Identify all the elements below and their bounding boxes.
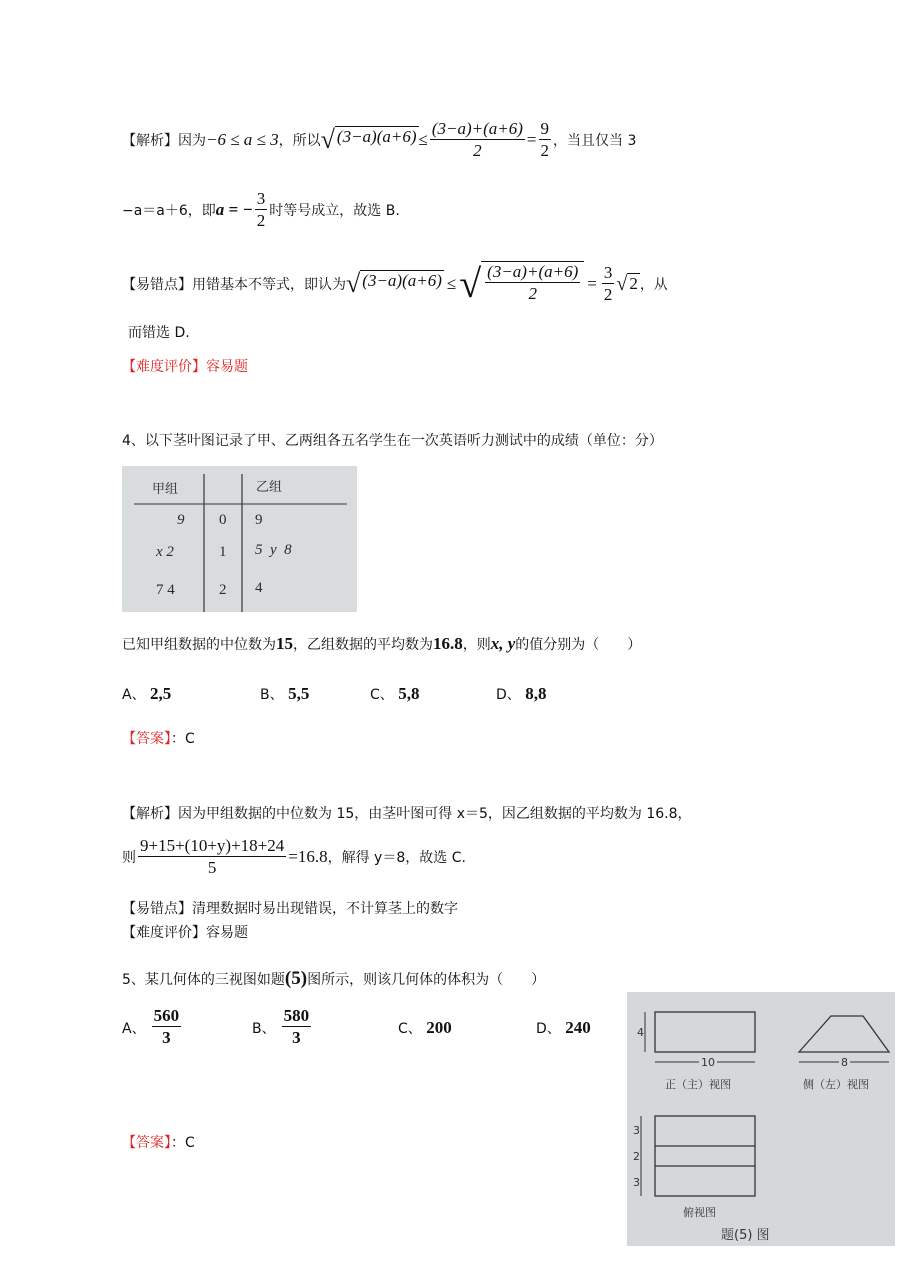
row1-right: 9 bbox=[255, 512, 263, 528]
solution-tag: 【解析】 bbox=[122, 133, 178, 149]
q4-difficulty: 【难度评价】容易题 bbox=[122, 925, 248, 941]
q5-answer: 【答案】：C bbox=[122, 1135, 195, 1151]
header-left: 甲组 bbox=[152, 482, 179, 497]
q3-error-line1: 【易错点】 用错基本不等式，即认为 √ (3−a)(a+6) ≤ √ $\frac{(3-a)+(a+6)}{2}$ = $\frac{3}{2}$ √ 2 ，从 bbox=[122, 261, 668, 306]
top-dim-1: 3 bbox=[633, 1124, 640, 1137]
side-label: 侧（左）视图 bbox=[803, 1078, 869, 1091]
q5-option-b[interactable]: B、 $\frac{580}{3}$ bbox=[252, 1006, 310, 1047]
q4-solution-line2: 则 $\frac{9+15+(10+y)+18+24}{5}$ =16.8 ，解得 y＝8，故选 C. bbox=[122, 835, 466, 877]
q4-condition: 已知甲组数据的中位数为 15 ，乙组数据的平均数为 16.8 ，则 x, y 的值分别为（ ） bbox=[122, 634, 642, 653]
q5-stem: 5、某几何体的三视图如题 (5) 图所示，则该几何体的体积为（ ） bbox=[122, 968, 546, 989]
q4-option-c[interactable]: C、 5,8 bbox=[370, 684, 420, 703]
sqrt-expression: √ (3−a)(a+6) bbox=[346, 269, 442, 298]
fraction: $\frac{3}{2}$ bbox=[603, 262, 613, 304]
row1-left: 9 bbox=[177, 512, 185, 528]
q5-option-a[interactable]: A、 $\frac{560}{3}$ bbox=[122, 1006, 180, 1047]
q4-stem: 4、以下茎叶图记录了甲、乙两组各五名学生在一次英语听力测试中的成绩（单位：分） bbox=[122, 433, 663, 449]
q4-error: 【易错点】清理数据时易出现错误，不计算茎上的数字 bbox=[122, 901, 458, 917]
top-label: 俯视图 bbox=[683, 1206, 716, 1219]
q4-answer: 【答案】：C bbox=[122, 731, 195, 747]
q4-option-b[interactable]: B、 5,5 bbox=[260, 684, 310, 703]
top-dim-2: 2 bbox=[633, 1150, 640, 1163]
q3-solution-line2: −a＝a＋6，即 a = − $\frac{3}{2}$ 时等号成立，故选 B. bbox=[122, 188, 400, 230]
stem-leaf-table bbox=[122, 466, 357, 612]
row2-right: 5 y 8 bbox=[255, 542, 292, 558]
row1-stem: 0 bbox=[219, 512, 227, 528]
front-width: 10 bbox=[701, 1056, 715, 1069]
figure-caption: 题(5) 图 bbox=[721, 1228, 770, 1243]
sqrt-expression: √ (3−a)(a+6) bbox=[320, 125, 417, 154]
row3-left: 7 4 bbox=[156, 582, 175, 598]
q4-option-a[interactable]: A、 2,5 bbox=[122, 684, 172, 703]
q3-error-line2: 而错选 D. bbox=[128, 325, 190, 341]
error-tag: 【易错点】 bbox=[122, 277, 192, 293]
fraction: $\frac{9+15+(10+y)+18+24}{5}$ bbox=[140, 835, 285, 877]
fraction: $\frac{9}{2}$ bbox=[540, 118, 550, 160]
q5-option-d[interactable]: D、 240 bbox=[536, 1018, 591, 1037]
front-label: 正（主）视图 bbox=[665, 1078, 731, 1091]
q3-solution-line1: 【解析】 因为 −6 ≤ a ≤ 3 ，所以 √ (3−a)(a+6) ≤ $\frac{(3-a)+(a+6)}{2}$ = $\frac{9}{2}$ ，当且仅当 3 bbox=[122, 118, 637, 160]
three-view-figure bbox=[627, 992, 895, 1246]
row2-stem: 1 bbox=[219, 544, 227, 560]
top-dim-3: 3 bbox=[633, 1176, 640, 1189]
side-width: 8 bbox=[841, 1056, 848, 1069]
fraction: $\frac{(3-a)+(a+6)}{2}$ bbox=[431, 118, 523, 160]
fraction: $\frac{3}{2}$ bbox=[256, 188, 266, 230]
q3-difficulty: 【难度评价】容易题 bbox=[122, 359, 248, 375]
front-height: 4 bbox=[637, 1026, 644, 1039]
big-sqrt-expression: √ $\frac{(3-a)+(a+6)}{2}$ bbox=[459, 261, 584, 307]
q4-option-d[interactable]: D、 8,8 bbox=[496, 684, 547, 703]
header-right: 乙组 bbox=[256, 480, 283, 495]
q5-option-c[interactable]: C、 200 bbox=[398, 1018, 452, 1037]
row2-left: x 2 bbox=[156, 544, 174, 560]
row3-stem: 2 bbox=[219, 582, 227, 598]
row3-right: 4 bbox=[255, 580, 263, 596]
three-view-drawing bbox=[627, 992, 895, 1246]
q4-solution-line1: 【解析】 因为甲组数据的中位数为 15，由茎叶图可得 x＝5，因乙组数据的平均数为 16.8， bbox=[122, 806, 692, 822]
